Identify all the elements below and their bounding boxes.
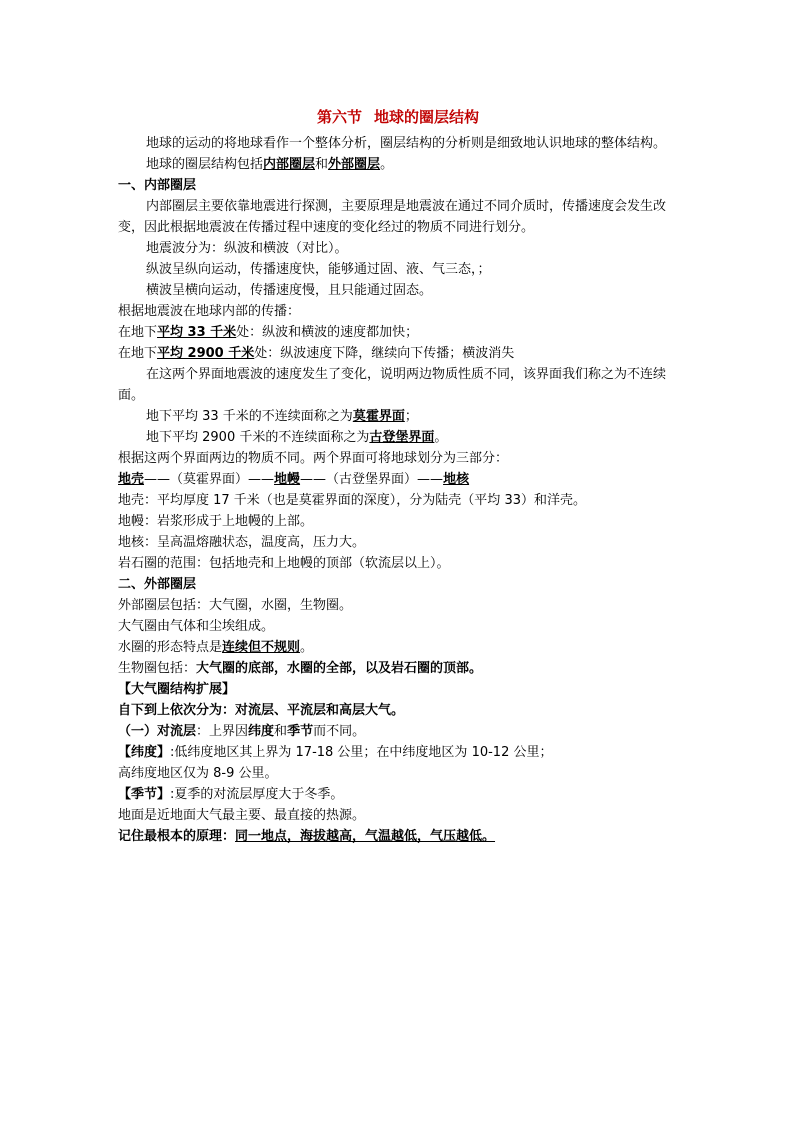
depth-2900km-line: 在地下平均 2900 千米处：纵波速度下降，继续向下传播；横波消失: [118, 346, 515, 361]
inner-layers-paragraph: 内部圈层主要依靠地震进行探测，主要原理是地震波在通过不同介质时，传播速度会发生改变，因此根据地震波在传播过程中速度的变化经过的物质不同进行划分。: [118, 199, 667, 235]
hydrosphere-line: 水圈的形态特点是连续但不规则。: [118, 640, 314, 655]
heading-outer-layers: 二、外部圈层: [118, 577, 197, 592]
seismic-waves-line: 地震波分为：纵波和横波（对比）。: [146, 241, 348, 256]
document-page: [118, 103, 678, 847]
atmosphere-extension-heading: 【大气圈结构扩展】: [118, 682, 236, 697]
biosphere-line: 生物圈包括：大气圈的底部，水圈的全部，以及岩石圈的顶部。: [118, 661, 483, 676]
structure-summary: 地球的圈层结构包括内部圈层和外部圈层。: [146, 157, 394, 172]
core-line: 地核：呈高温熔融状态，温度高，压力大。: [118, 535, 366, 550]
layers-diagram-line: 地壳——（莫霍界面）——地幔——（古登堡界面）——地核: [118, 472, 470, 487]
outer-layers-line: 外部圈层包括：大气圈，水圈，生物圈。: [118, 598, 353, 613]
troposphere-line: （一）对流层：上界因纬度和季节而不同。: [118, 724, 366, 739]
lithosphere-line: 岩石圈的范围：包括地壳和上地幔的顶部（软流层以上）。: [118, 556, 450, 571]
propagation-line: 根据地震波在地球内部的传播：: [118, 304, 301, 319]
three-parts-line: 根据这两个界面两边的物质不同。两个界面可将地球划分为三部分：: [118, 451, 509, 466]
page-title: [118, 103, 678, 131]
mantle-line: 地幔：岩浆形成于上地幔的上部。: [118, 514, 314, 529]
intro-paragraph: 地球的运动的将地球看作一个整体分析，圈层结构的分析则是细致地认识地球的整体结构。: [146, 136, 667, 151]
high-latitude-line: 高纬度地区仅为 8-9 公里。: [118, 766, 278, 781]
depth-33km-line: 在地下平均 33 千米处：纵波和横波的速度都加快；: [118, 325, 419, 340]
gutenberg-line: 地下平均 2900 千米的不连续面称之为古登堡界面。: [146, 430, 448, 445]
s-wave-line: 横波呈横向运动，传播速度慢，且只能通过固态。: [146, 283, 433, 298]
heat-source-line: 地面是近地面大气最主要、最直接的热源。: [118, 808, 366, 823]
section-number: 第六节: [316, 108, 362, 126]
moho-line: 地下平均 33 千米的不连续面称之为莫霍界面；: [146, 409, 418, 424]
crust-line: 地壳：平均厚度 17 千米（也是莫霍界面的深度），分为陆壳（平均 33）和洋壳。: [118, 493, 586, 508]
heading-inner-layers: 一、内部圈层: [118, 178, 197, 193]
discontinuity-paragraph: 在这两个界面地震波的速度发生了变化，说明两边物质性质不同，该界面我们称之为不连续面。: [118, 367, 667, 403]
atmosphere-line: 大气圈由气体和尘埃组成。: [118, 619, 275, 634]
section-title: 地球的圈层结构: [374, 108, 480, 126]
season-line: 【季节】:夏季的对流层厚度大于冬季。: [118, 787, 344, 802]
latitude-line: 【纬度】:低纬度地区其上界为 17-18 公里；在中纬度地区为 10-12 公里；: [118, 745, 553, 760]
p-wave-line: 纵波呈纵向运动，传播速度快，能够通过固、液、气三态，；: [146, 262, 491, 277]
atmosphere-layers-line: 自下到上依次分为：对流层、平流层和高层大气。: [118, 703, 405, 718]
principle-line: 记住最根本的原理：同一地点，海拔越高，气温越低，气压越低。: [118, 829, 496, 844]
